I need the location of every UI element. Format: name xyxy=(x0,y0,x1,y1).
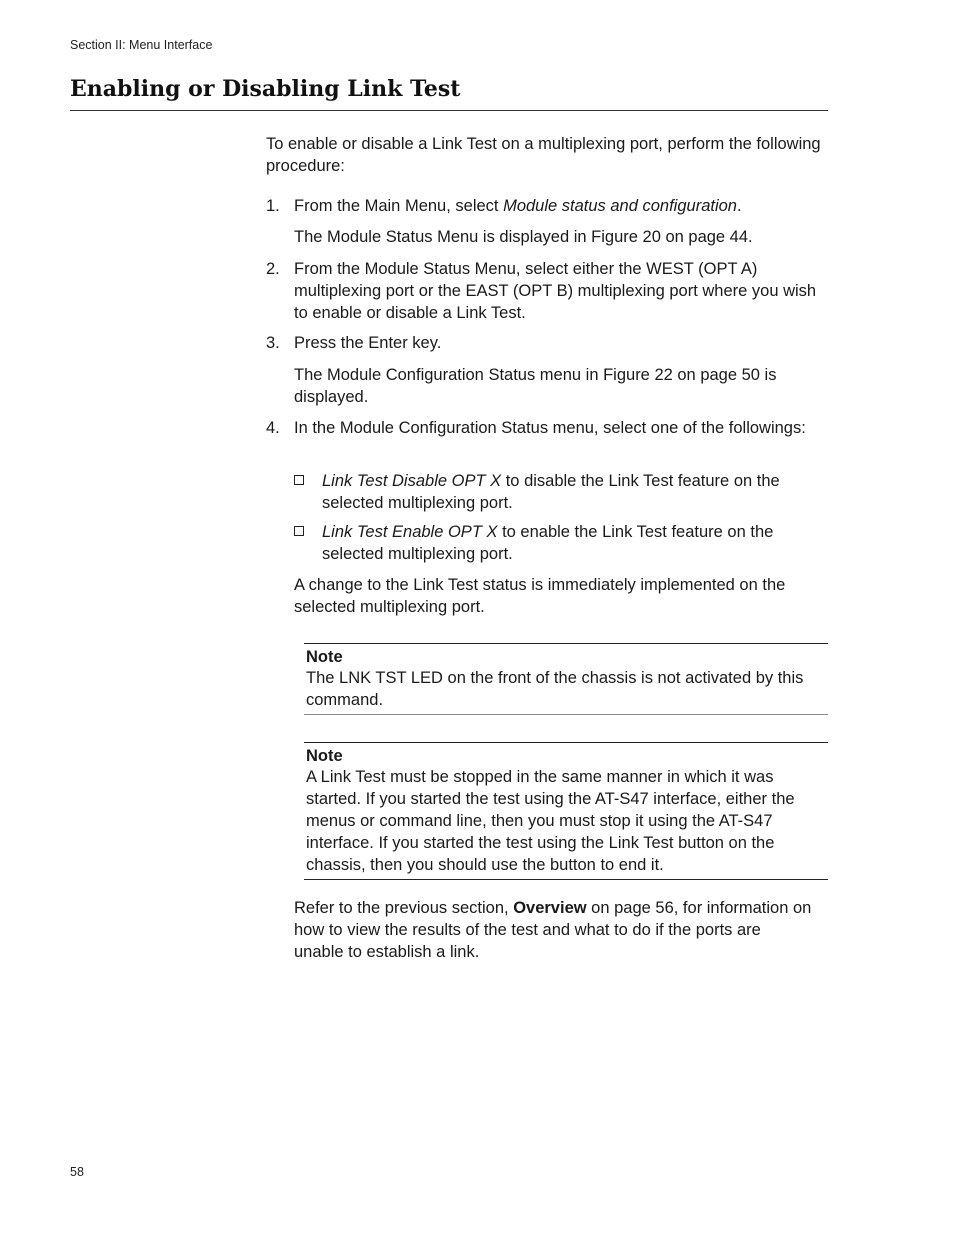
implementation-paragraph: A change to the Link Test status is immediately implemented on the selected multiplexing port. xyxy=(294,576,786,616)
step-text-part: From the Main Menu, select xyxy=(294,197,504,215)
bullet-text-part: to disable the Link Test feature on the selected multiplexing port. xyxy=(322,472,780,512)
reference-text-part: Refer to the previous section, xyxy=(294,899,514,917)
step-text: From the Module Status Menu, select either the WEST (OPT A) multiplexing port or the EAST (OPT B) multiplexing port where you wish to enable or disable a Link Test. xyxy=(294,260,817,322)
title-rule xyxy=(70,110,828,111)
page-title: Enabling or Disabling Link Test xyxy=(70,76,461,102)
bullet-item-enable xyxy=(294,521,826,565)
step-text-part: . xyxy=(736,197,742,215)
step-text: In the Module Configuration Status menu, select one of the followings: xyxy=(294,419,806,437)
checkbox-bullet-icon xyxy=(294,475,304,485)
reference-paragraph xyxy=(294,897,814,963)
step-3 xyxy=(266,332,826,354)
menu-option-name: Link Test Disable OPT X xyxy=(322,472,502,490)
note-text: The LNK TST LED on the front of the chassis is not activated by this command. xyxy=(306,669,804,709)
bullet-text xyxy=(322,521,826,565)
bullet-text xyxy=(322,470,826,514)
note-label: Note xyxy=(306,648,343,666)
section-reference-link[interactable]: Overview xyxy=(513,899,587,917)
menu-option-name: Module status and configuration xyxy=(503,197,737,215)
note-box-stop-test xyxy=(304,742,828,880)
step-text: Press the Enter key. xyxy=(294,334,442,352)
menu-option-name: Link Test Enable OPT X xyxy=(322,523,498,541)
note-text: A Link Test must be stopped in the same manner in which it was started. If you started the test using the AT-S47 interface, either the menus or command line, then you must stop it using the AT-S47 interface. If you started the test using the Link Test button on the chassis, then you should use the button to end it. xyxy=(306,768,795,874)
step-1-result: The Module Status Menu is displayed in Figure 20 on page 44. xyxy=(294,228,753,246)
step-2 xyxy=(266,258,826,324)
step-number: 3. xyxy=(266,334,280,352)
step-number: 1. xyxy=(266,197,280,215)
step-3-result: The Module Configuration Status menu in Figure 22 on page 50 is displayed. xyxy=(294,366,777,406)
intro-paragraph: To enable or disable a Link Test on a multiplexing port, perform the following procedure: xyxy=(266,135,821,175)
step-text xyxy=(294,195,826,217)
checkbox-bullet-icon xyxy=(294,526,304,536)
page-number: 58 xyxy=(70,1165,84,1179)
step-number: 4. xyxy=(266,419,280,437)
running-header: Section II: Menu Interface xyxy=(70,38,213,52)
reference-text-part: on page 56, for information on how to view the results of the test and what to do if the ports are unable to establish a link. xyxy=(294,899,812,961)
bullet-item-disable xyxy=(294,470,826,514)
note-box-led xyxy=(304,643,828,715)
step-1 xyxy=(266,195,826,217)
bullet-text-part: to enable the Link Test feature on the selected multiplexing port. xyxy=(322,523,774,563)
step-4 xyxy=(266,417,826,439)
note-label: Note xyxy=(306,747,343,765)
step-number: 2. xyxy=(266,260,280,278)
